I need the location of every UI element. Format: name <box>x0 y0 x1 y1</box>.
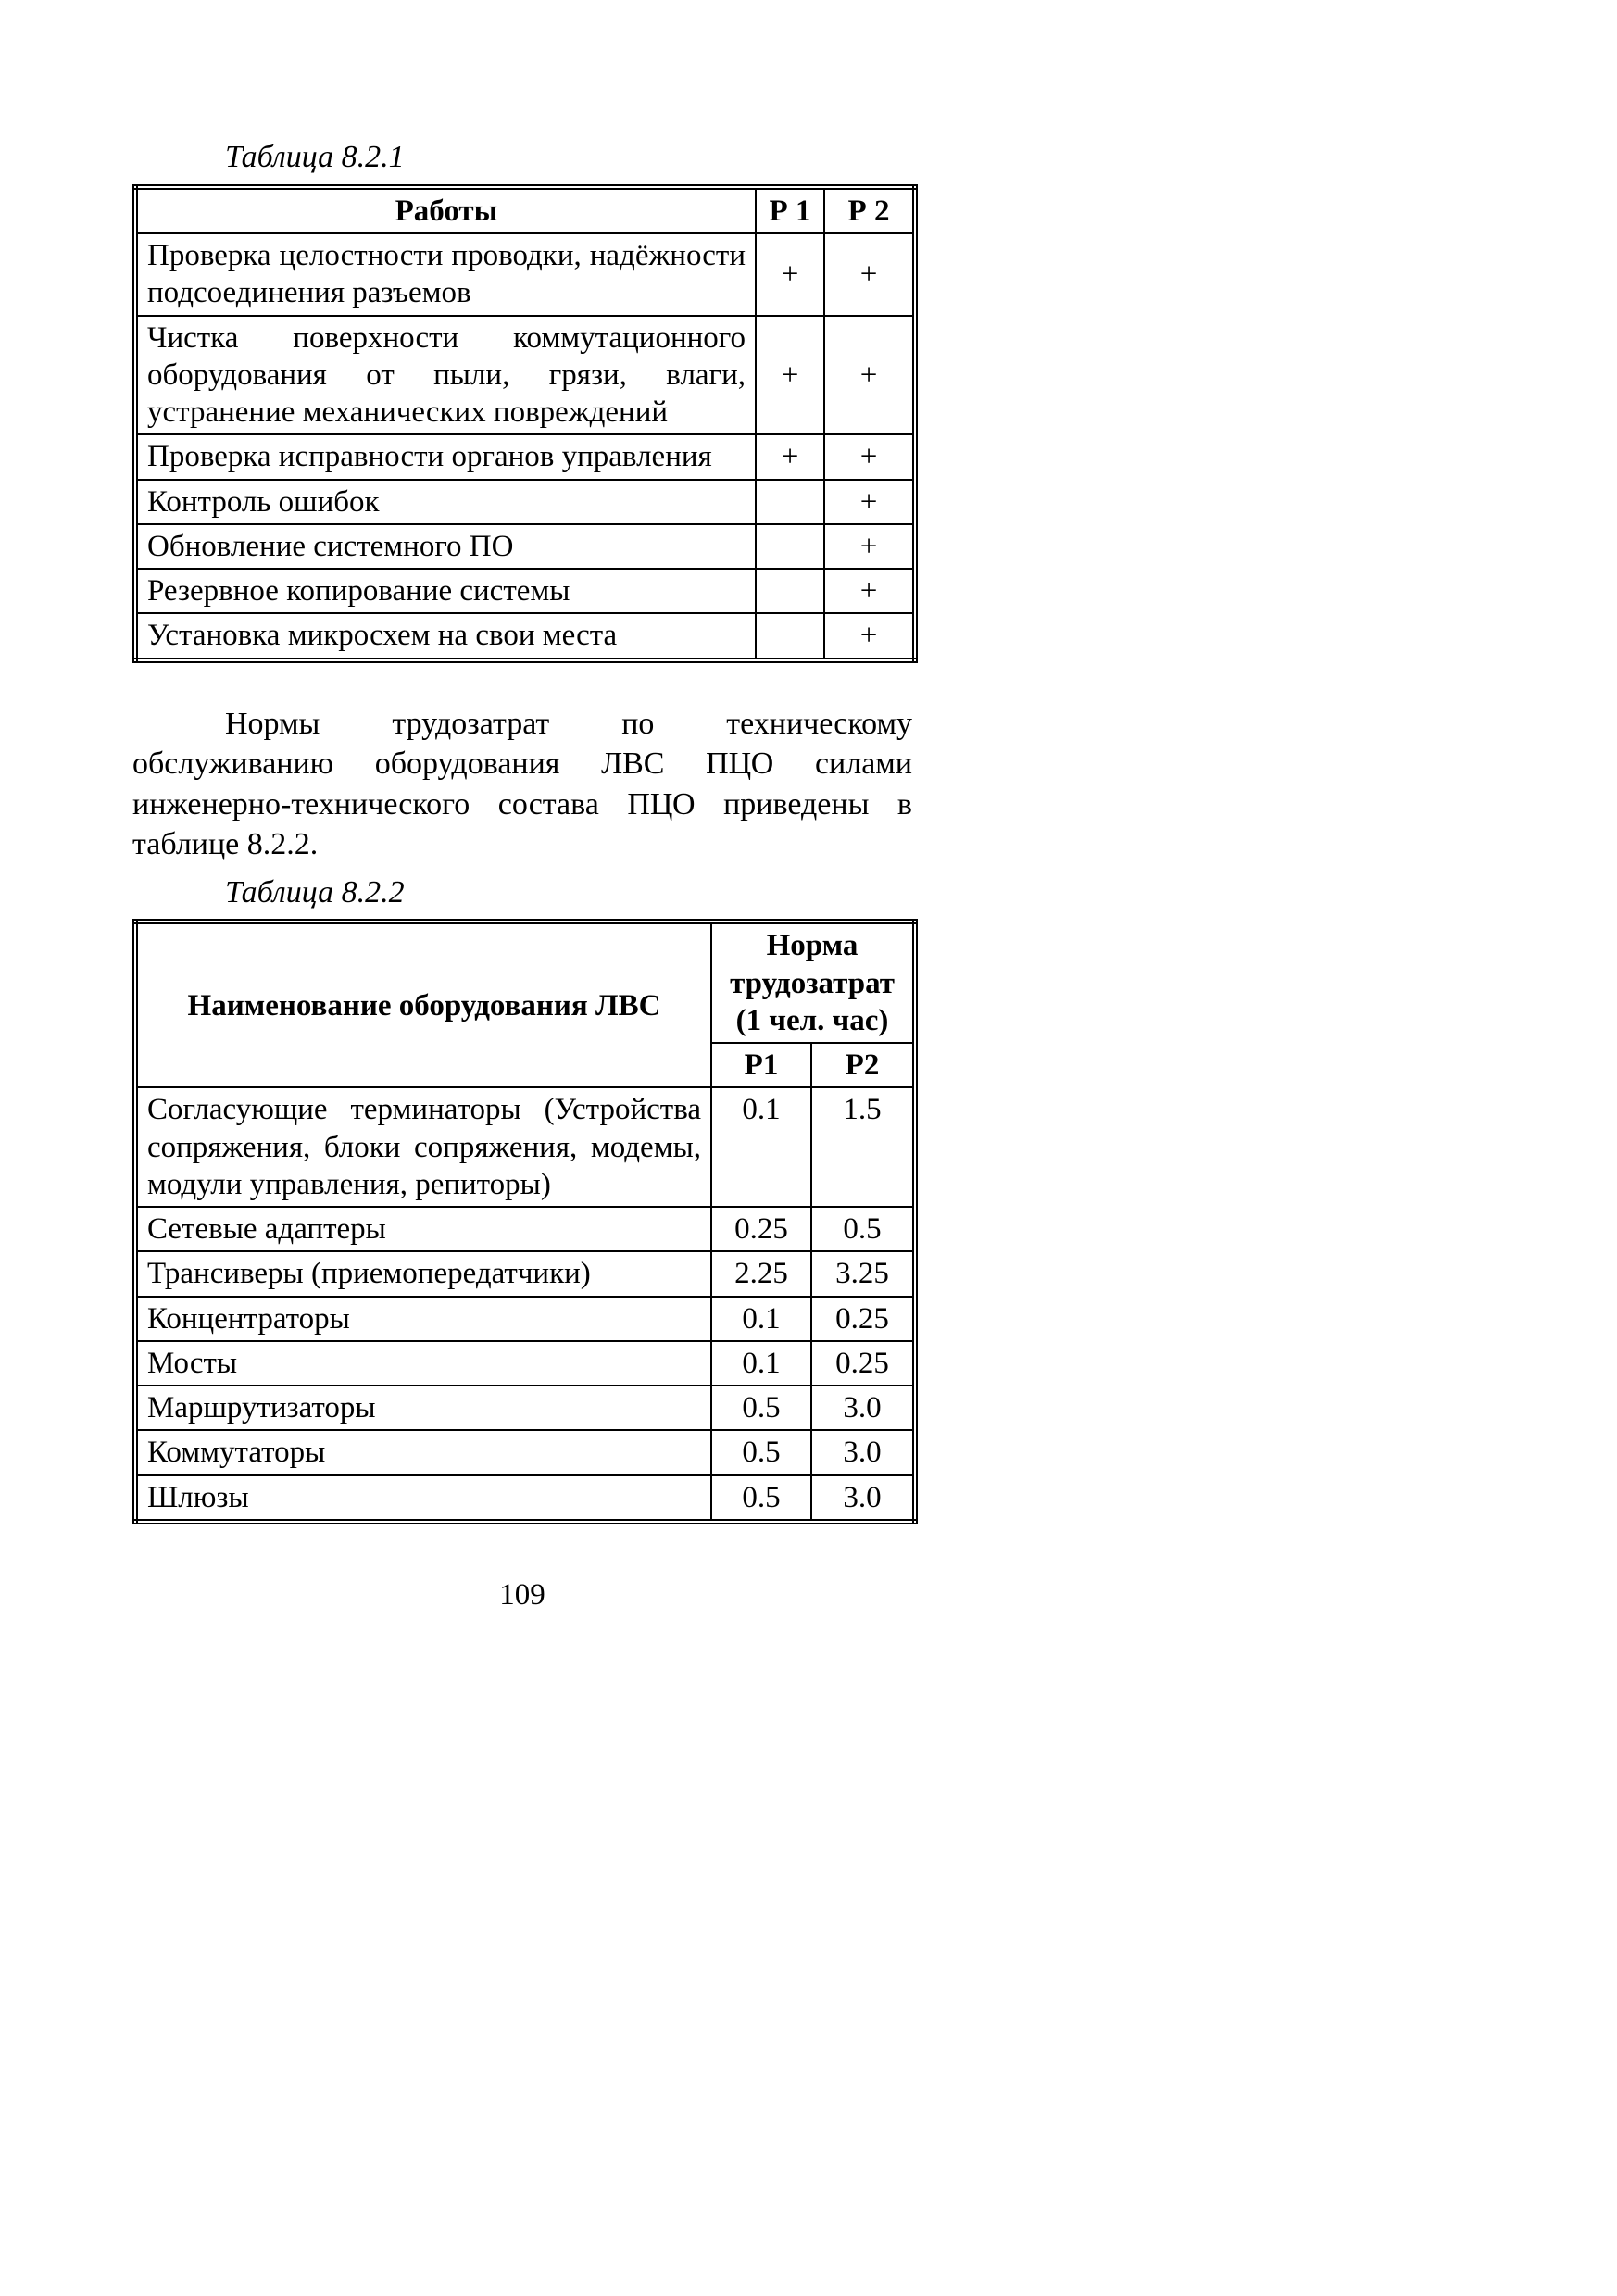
work-name: Контроль ошибок <box>135 480 756 524</box>
work-p1-mark <box>756 524 824 569</box>
work-p2-mark: + <box>824 480 915 524</box>
work-name: Чистка поверхности коммутационного оборудования от пыли, грязи, влаги, устранение механических повреждений <box>135 316 756 435</box>
table-row <box>135 1386 915 1430</box>
work-p1-mark: + <box>756 233 824 316</box>
table-row <box>135 1297 915 1341</box>
norm-p1-value: 0.1 <box>711 1297 811 1341</box>
work-p2-mark: + <box>824 434 915 479</box>
table2-header-norm: Норма трудозатрат (1 чел. час) <box>711 922 915 1043</box>
table2-header-row <box>135 922 915 1043</box>
table2-caption: Таблица 8.2.2 <box>225 874 405 910</box>
equipment-name: Трансиверы (приемопередатчики) <box>135 1251 711 1296</box>
table1-header-p2: Р 2 <box>824 187 915 233</box>
table-row <box>135 1251 915 1296</box>
work-name: Обновление системного ПО <box>135 524 756 569</box>
table1-header-works: Работы <box>135 187 756 233</box>
table1-header-row <box>135 187 915 233</box>
norm-p2-value: 3.0 <box>811 1386 915 1430</box>
norm-p1-value: 0.5 <box>711 1386 811 1430</box>
work-name: Проверка целостности проводки, надёжности подсоединения разъемов <box>135 233 756 316</box>
table-row <box>135 480 915 524</box>
table-row <box>135 233 915 316</box>
equipment-name: Шлюзы <box>135 1475 711 1522</box>
norm-p1-value: 0.1 <box>711 1087 811 1207</box>
norm-p2-value: 0.25 <box>811 1341 915 1386</box>
work-p2-mark: + <box>824 524 915 569</box>
table1-caption: Таблица 8.2.1 <box>225 140 405 174</box>
body-paragraph: Нормы трудозатрат по техническому обслуживанию оборудования ЛВС ПЦО силами инженерно-технического состава ПЦО приведены в таблице 8.2.2. <box>132 706 912 862</box>
work-p2-mark: + <box>824 569 915 613</box>
table-row <box>135 1475 915 1522</box>
work-p1-mark: + <box>756 434 824 479</box>
table-row <box>135 316 915 435</box>
norm-p1-value: 0.5 <box>711 1475 811 1522</box>
table1-works <box>132 184 918 663</box>
norm-p2-value: 1.5 <box>811 1087 915 1207</box>
norm-p1-value: 0.5 <box>711 1430 811 1474</box>
work-p1-mark <box>756 613 824 659</box>
table-row <box>135 569 915 613</box>
work-name: Установка микросхем на свои места <box>135 613 756 659</box>
norm-p1-value: 0.1 <box>711 1341 811 1386</box>
table-row <box>135 613 915 659</box>
table1-header-p1: Р 1 <box>756 187 824 233</box>
table-row <box>135 434 915 479</box>
table-row <box>135 524 915 569</box>
work-p2-mark: + <box>824 233 915 316</box>
work-name: Резервное копирование системы <box>135 569 756 613</box>
work-name: Проверка исправности органов управления <box>135 434 756 479</box>
norm-p1-value: 2.25 <box>711 1251 811 1296</box>
norm-p1-value: 0.25 <box>711 1207 811 1251</box>
norm-p2-value: 0.25 <box>811 1297 915 1341</box>
equipment-name: Согласующие терминаторы (Устройства сопряжения, блоки сопряжения, модемы, модули управления, репиторы) <box>135 1087 711 1207</box>
page-content <box>132 139 912 1612</box>
equipment-name: Сетевые адаптеры <box>135 1207 711 1251</box>
table-row <box>135 1207 915 1251</box>
equipment-name: Мосты <box>135 1341 711 1386</box>
equipment-name: Коммутаторы <box>135 1430 711 1474</box>
norm-p2-value: 3.0 <box>811 1430 915 1474</box>
norm-p2-value: 0.5 <box>811 1207 915 1251</box>
work-p2-mark: + <box>824 316 915 435</box>
table-row <box>135 1430 915 1474</box>
table2-header-p1: Р1 <box>711 1043 811 1087</box>
table2-header-name: Наименование оборудования ЛВС <box>135 922 711 1087</box>
norm-p2-value: 3.0 <box>811 1475 915 1522</box>
equipment-name: Концентраторы <box>135 1297 711 1341</box>
page-number: 109 <box>499 1577 545 1612</box>
table-row <box>135 1341 915 1386</box>
table-row <box>135 1087 915 1207</box>
table2-norms <box>132 919 918 1524</box>
work-p1-mark <box>756 569 824 613</box>
equipment-name: Маршрутизаторы <box>135 1386 711 1430</box>
norm-p2-value: 3.25 <box>811 1251 915 1296</box>
work-p1-mark: + <box>756 316 824 435</box>
work-p1-mark <box>756 480 824 524</box>
work-p2-mark: + <box>824 613 915 659</box>
table2-header-p2: Р2 <box>811 1043 915 1087</box>
